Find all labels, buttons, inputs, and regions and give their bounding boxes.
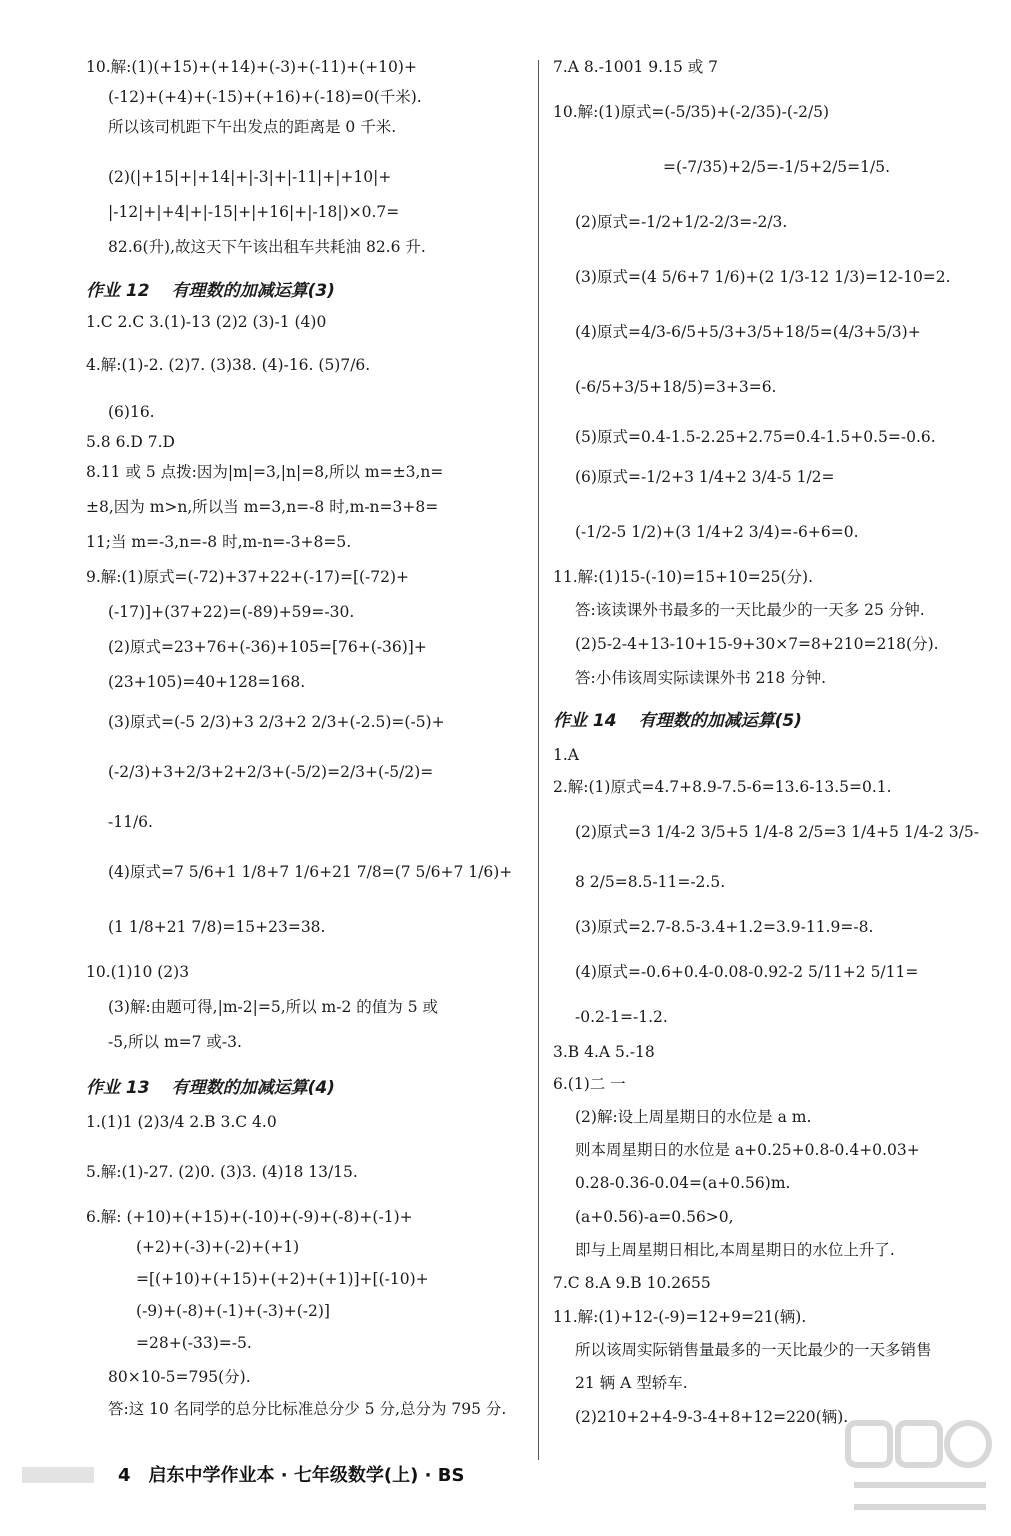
answer-line: (2)(|+15|+|+14|+|-3|+|-11|+|+10|+ <box>108 168 392 186</box>
answer-line: (3)原式=2.7-8.5-3.4+1.2=3.9-11.9=-8. <box>575 918 874 936</box>
section-label: 作业 12 <box>86 281 150 301</box>
answer-line: 答:这 10 名同学的总分比标准总分少 5 分,总分为 795 分. <box>108 1400 507 1418</box>
answer-line: 5.解:(1)-27. (2)0. (3)3. (4)18 13/15. <box>86 1163 358 1181</box>
answer-line: 7.C 8.A 9.B 10.2655 <box>553 1274 711 1292</box>
answer-line: =28+(-33)=-5. <box>136 1334 252 1352</box>
answer-line: =(-7/35)+2/5=-1/5+2/5=1/5. <box>663 158 891 176</box>
answer-line: 答:小伟该周实际读课外书 218 分钟. <box>575 669 827 687</box>
section-heading <box>86 1073 335 1098</box>
answer-line: (2)原式=3 1/4-2 3/5+5 1/4-8 2/5=3 1/4+5 1/4-2 3/5- <box>575 823 979 841</box>
answer-line: 8.11 或 5 点拨:因为|m|=3,|n|=8,所以 m=±3,n= <box>86 463 444 481</box>
page-number: 4 <box>118 1465 131 1486</box>
section-heading <box>553 706 802 731</box>
answer-line: (2)5-2-4+13-10+15-9+30×7=8+210=218(分). <box>575 635 939 653</box>
footer-decor-bar <box>22 1467 94 1483</box>
answer-line: 10.(1)10 (2)3 <box>86 963 190 981</box>
answer-line: (-2/3)+3+2/3+2+2/3+(-5/2)=2/3+(-5/2)= <box>108 763 434 781</box>
answer-line: 4.解:(1)-2. (2)7. (3)38. (4)-16. (5)7/6. <box>86 356 371 374</box>
answer-line: |-12|+|+4|+|-15|+|+16|+|-18|)×0.7= <box>108 203 400 221</box>
answer-line: (4)原式=7 5/6+1 1/8+7 1/6+21 7/8=(7 5/6+7 1/6)+ <box>108 863 513 881</box>
answer-line: 即与上周星期日相比,本周星期日的水位上升了. <box>575 1241 895 1259</box>
answer-line: 80×10-5=795(分). <box>108 1368 251 1386</box>
answer-line: 0.28-0.36-0.04=(a+0.56)m. <box>575 1174 791 1192</box>
footer-text <box>118 1461 464 1487</box>
answer-line: (6)16. <box>108 403 155 421</box>
answer-line: 11.解:(1)15-(-10)=15+10=25(分). <box>553 568 813 586</box>
answer-line: (3)原式=(-5 2/3)+3 2/3+2 2/3+(-2.5)=(-5)+ <box>108 713 445 731</box>
answer-line: 7.A 8.-1001 9.15 或 7 <box>553 58 719 76</box>
answer-line: (-17)]+(37+22)=(-89)+59=-30. <box>108 603 355 621</box>
answer-line: (3)解:由题可得,|m-2|=5,所以 m-2 的值为 5 或 <box>108 998 438 1016</box>
watermark-logo-icon <box>840 1415 1000 1525</box>
answer-line: 1.(1)1 (2)3/4 2.B 3.C 4.0 <box>86 1113 277 1131</box>
answer-line: (4)原式=-0.6+0.4-0.08-0.92-2 5/11+2 5/11= <box>575 963 919 981</box>
answer-line: 21 辆 A 型轿车. <box>575 1374 688 1392</box>
answer-line: 所以该周实际销售量最多的一天比最少的一天多销售 <box>575 1341 932 1359</box>
answer-line: (a+0.56)-a=0.56>0, <box>575 1208 734 1226</box>
answer-line: -5,所以 m=7 或-3. <box>108 1033 242 1051</box>
answer-line: -11/6. <box>108 813 153 831</box>
answer-line: (2)原式=23+76+(-36)+105=[76+(-36)]+ <box>108 638 427 656</box>
answer-line: (+2)+(-3)+(-2)+(+1) <box>136 1238 300 1256</box>
section-title: 有理数的加减运算(3) <box>171 281 335 301</box>
answer-line: 2.解:(1)原式=4.7+8.9-7.5-6=13.6-13.5=0.1. <box>553 778 892 796</box>
answer-line: 10.解:(1)原式=(-5/35)+(-2/35)-(-2/5) <box>553 103 830 121</box>
section-title: 有理数的加减运算(5) <box>638 711 802 731</box>
answer-line: (-1/2-5 1/2)+(3 1/4+2 3/4)=-6+6=0. <box>575 523 859 541</box>
answer-line: ±8,因为 m>n,所以当 m=3,n=-8 时,m-n=3+8= <box>86 498 439 516</box>
column-divider <box>538 60 539 1460</box>
answer-line: (4)原式=4/3-6/5+5/3+3/5+18/5=(4/3+5/3)+ <box>575 323 921 341</box>
answer-line: (6)原式=-1/2+3 1/4+2 3/4-5 1/2= <box>575 468 835 486</box>
answer-line: 所以该司机距下午出发点的距离是 0 千米. <box>108 118 397 136</box>
answer-line: 11.解:(1)+12-(-9)=12+9=21(辆). <box>553 1308 807 1326</box>
answer-line: -0.2-1=-1.2. <box>575 1008 668 1026</box>
answer-line: 10.解:(1)(+15)+(+14)+(-3)+(-11)+(+10)+ <box>86 58 417 76</box>
section-label: 作业 14 <box>553 711 617 731</box>
answer-line: 11;当 m=-3,n=-8 时,m-n=-3+8=5. <box>86 533 352 551</box>
answer-line: (23+105)=40+128=168. <box>108 673 306 691</box>
section-label: 作业 13 <box>86 1078 150 1098</box>
answer-line: 3.B 4.A 5.-18 <box>553 1043 655 1061</box>
answer-line: 6.(1)二 一 <box>553 1075 626 1093</box>
answer-line: 1.C 2.C 3.(1)-13 (2)2 (3)-1 (4)0 <box>86 313 327 331</box>
answer-line: 9.解:(1)原式=(-72)+37+22+(-17)=[(-72)+ <box>86 568 410 586</box>
answer-line: (2)解:设上周星期日的水位是 a m. <box>575 1108 812 1126</box>
answer-line: 1.A <box>553 746 579 764</box>
answer-line: (-12)+(+4)+(-15)+(+16)+(-18)=0(千米). <box>108 88 422 106</box>
answer-line: 82.6(升),故这天下午该出租车共耗油 82.6 升. <box>108 238 426 256</box>
answer-line: (3)原式=(4 5/6+7 1/6)+(2 1/3-12 1/3)=12-10=2. <box>575 268 951 286</box>
answer-line: 5.8 6.D 7.D <box>86 433 175 451</box>
section-heading <box>86 276 335 301</box>
answer-line: (1 1/8+21 7/8)=15+23=38. <box>108 918 326 936</box>
section-title: 有理数的加减运算(4) <box>171 1078 335 1098</box>
answer-line: 6.解: (+10)+(+15)+(-10)+(-9)+(-8)+(-1)+ <box>86 1208 413 1226</box>
answer-line: 则本周星期日的水位是 a+0.25+0.8-0.4+0.03+ <box>575 1141 920 1159</box>
answer-line: (2)原式=-1/2+1/2-2/3=-2/3. <box>575 213 788 231</box>
book-title: 启东中学作业本 · 七年级数学(上) · BS <box>148 1465 465 1486</box>
answer-line: (2)210+2+4-9-3-4+8+12=220(辆). <box>575 1408 849 1426</box>
answer-line: =[(+10)+(+15)+(+2)+(+1)]+[(-10)+ <box>136 1270 429 1288</box>
answer-line: (-9)+(-8)+(-1)+(-3)+(-2)] <box>136 1302 330 1320</box>
answer-line: 答:该读课外书最多的一天比最少的一天多 25 分钟. <box>575 601 925 619</box>
answer-line: (5)原式=0.4-1.5-2.25+2.75=0.4-1.5+0.5=-0.6. <box>575 428 936 446</box>
answer-line: 8 2/5=8.5-11=-2.5. <box>575 873 726 891</box>
answer-line: (-6/5+3/5+18/5)=3+3=6. <box>575 378 777 396</box>
